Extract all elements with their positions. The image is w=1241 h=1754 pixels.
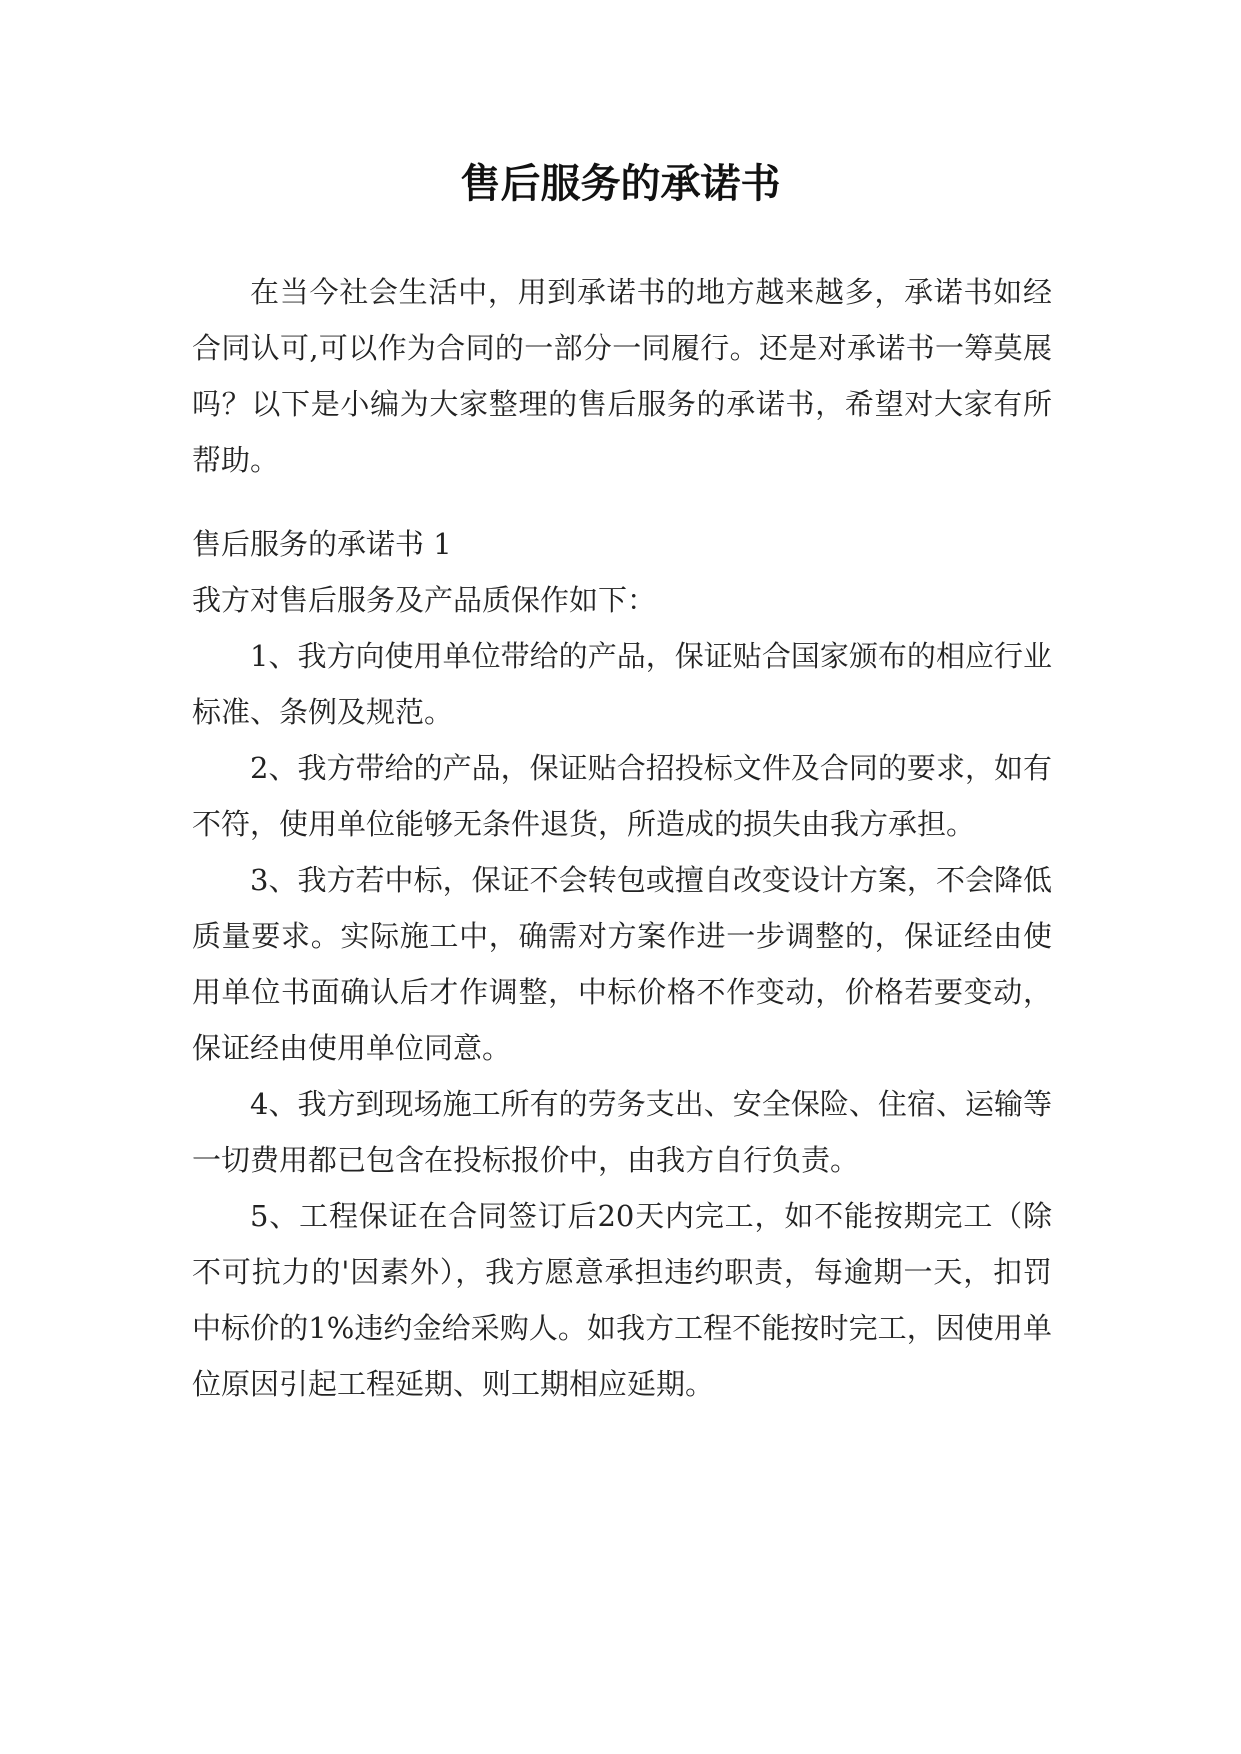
intro-block bbox=[192, 264, 1052, 488]
intro-paragraph: 在当今社会生活中，用到承诺书的地方越来越多，承诺书如经合同认可,可以作为合同的一部分一同履行。还是对承诺书一筹莫展吗？以下是小编为大家整理的售后服务的承诺书，希望对大家有所帮助。 bbox=[192, 275, 1052, 477]
lead-paragraph: 我方对售后服务及产品质保作如下： bbox=[192, 583, 657, 617]
document-title: 售后服务的承诺书 bbox=[460, 161, 781, 207]
list-item: 2、我方带给的产品，保证贴合招投标文件及合同的要求，如有不符，使用单位能够无条件退货，所造成的损失由我方承担。 bbox=[192, 751, 1052, 841]
list-item: 4、我方到现场施工所有的劳务支出、安全保险、住宿、运输等一切费用都已包含在投标报价中，由我方自行负责。 bbox=[192, 1087, 1052, 1177]
section-heading: 售后服务的承诺书 1 bbox=[192, 527, 452, 561]
list-item: 3、我方若中标，保证不会转包或擅自改变设计方案，不会降低质量要求。实际施工中，确需对方案作进一步调整的，保证经由使用单位书面确认后才作调整，中标价格不作变动，价格若要变动，保证经由使用单位同意。 bbox=[192, 863, 1052, 1065]
list-item: 1、我方向使用单位带给的产品，保证贴合国家颁布的相应行业标准、条例及规范。 bbox=[192, 639, 1052, 729]
section-block bbox=[192, 516, 1052, 1412]
list-item: 5、工程保证在合同签订后20天内完工，如不能按期完工（除不可抗力的'因素外），我方愿意承担违约职责，每逾期一天，扣罚中标价的1%违约金给采购人。如我方工程不能按时完工，因使用单位原因引起工程延期、则工期相应延期。 bbox=[192, 1199, 1052, 1401]
